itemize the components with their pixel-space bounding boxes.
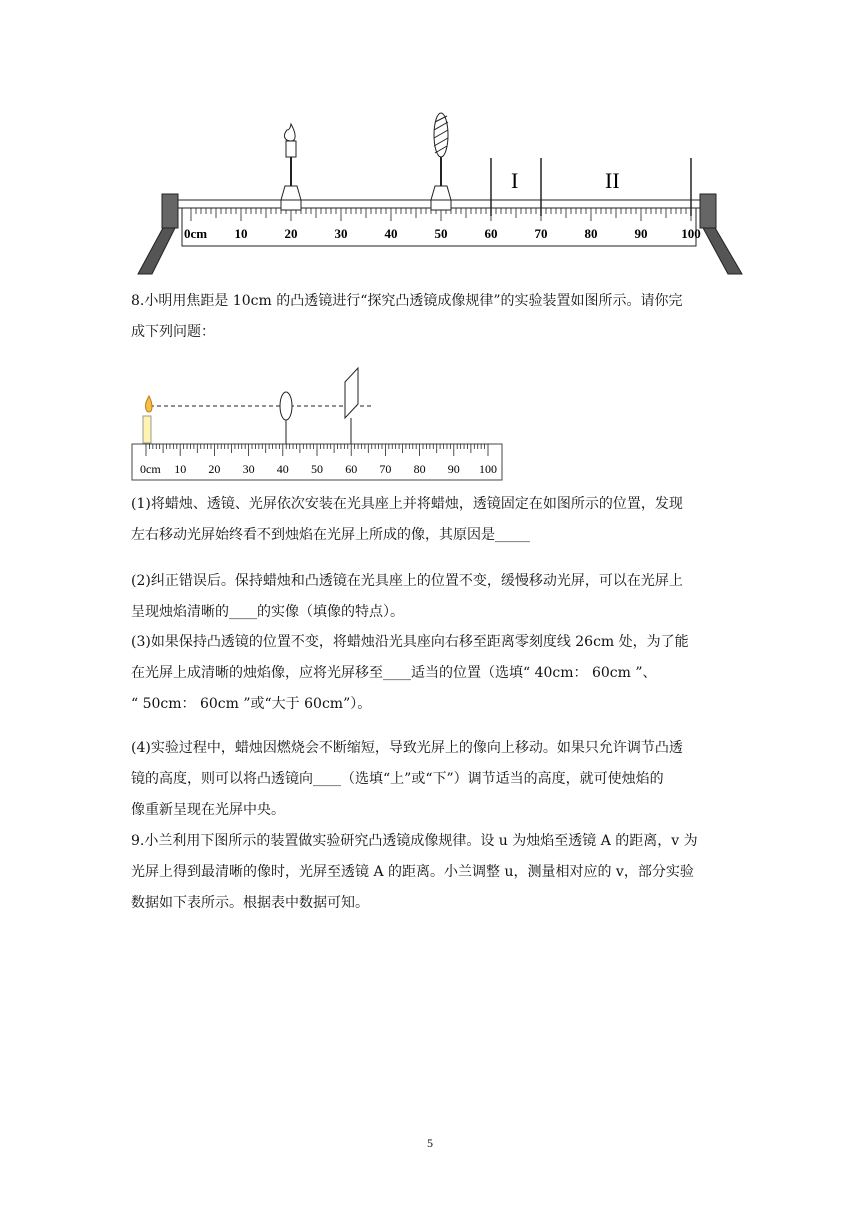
ruler-label: 30 — [334, 226, 348, 241]
right-end-block — [700, 194, 716, 228]
q8-part-2: (2)纠正错误后。保持蜡烛和凸透镜在光具座上的位置不变，缓慢移动光屏，可以在光屏上 呈现烛焰清晰的____的实像（填像的特点）。 — [131, 573, 683, 620]
ruler-label: 20 — [208, 462, 221, 476]
ruler-label: 50 — [434, 226, 448, 241]
optical-bench-figure-2 — [128, 360, 508, 485]
ruler-label: 90 — [634, 226, 648, 241]
optical-bench-figure-1 — [130, 108, 745, 278]
q9-intro: 9.小兰利用下图所示的装置做实验研究凸透镜成像规律。设 u 为烛焰至透镜 A 的距离，v 为 光屏上得到最清晰的像时，光屏至透镜 A 的距离。小兰调整 u，测量相对应的 v，部分实验 数据如下表所示。根据表中数据可知。 — [131, 833, 698, 911]
ruler-label: 60 — [484, 226, 498, 241]
ruler-label: 100 — [681, 226, 701, 241]
ruler-start-label: 0cm — [184, 226, 208, 241]
right-leg — [702, 226, 742, 274]
ruler-label: 70 — [534, 226, 548, 241]
candle-holder — [281, 124, 301, 210]
ruler-label: 50 — [311, 462, 323, 476]
lens-holder — [431, 113, 451, 210]
ruler-label: 30 — [242, 462, 255, 476]
ruler-label: 10 — [234, 226, 248, 241]
light-screen — [345, 368, 358, 444]
region-label-ii: II — [605, 168, 620, 193]
q8-intro: 8.小明用焦距是 10cm 的凸透镜进行“探究凸透镜成像规律”的实验装置如图所示。请你完 成下列问题： — [131, 293, 683, 340]
left-leg — [138, 226, 176, 274]
ruler-label: 40 — [384, 226, 398, 241]
ruler-label: 90 — [447, 462, 460, 476]
q8-part-3: (3)如果保持凸透镜的位置不变，将蜡烛沿光具座向右移至距离零刻度线 26cm 处，为了能 在光屏上成清晰的烛焰像，应将光屏移至____适当的位置（选填“ 40cm： 60cm ”、 “ 50cm： 60cm ”或“大于 60cm”）。 — [131, 634, 689, 712]
ruler-label: 70 — [379, 462, 392, 476]
q8-part-1: (1)将蜡烛、透镜、光屏依次安装在光具座上并将蜡烛，透镜固定在如图所示的位置，发现 左右移动光屏始终看不到烛焰在光屏上所成的像，其原因是_____ — [131, 496, 683, 543]
left-end-block — [162, 194, 178, 228]
ruler-label: 40 — [276, 462, 289, 476]
ruler-label: 20 — [284, 226, 298, 241]
ruler-label: 10 — [174, 462, 187, 476]
region-label-i: I — [511, 168, 519, 193]
ruler-start-label: 0cm — [140, 462, 161, 476]
ruler-label: 80 — [413, 462, 426, 476]
ruler-label: 60 — [345, 462, 358, 476]
lens — [280, 392, 292, 444]
ruler-label: 100 — [479, 462, 497, 476]
candle — [143, 396, 152, 443]
q8-part-4: (4)实验过程中，蜡烛因燃烧会不断缩短，导致光屏上的像向上移动。如果只允许调节凸透 镜的高度，则可以将凸透镜向____（选填“上”或“下”）调节适当的高度，就可使烛焰的 像重新呈现在光屏中央。 — [131, 740, 683, 818]
ruler-label: 80 — [584, 226, 598, 241]
page-number: 5 — [427, 1136, 433, 1150]
